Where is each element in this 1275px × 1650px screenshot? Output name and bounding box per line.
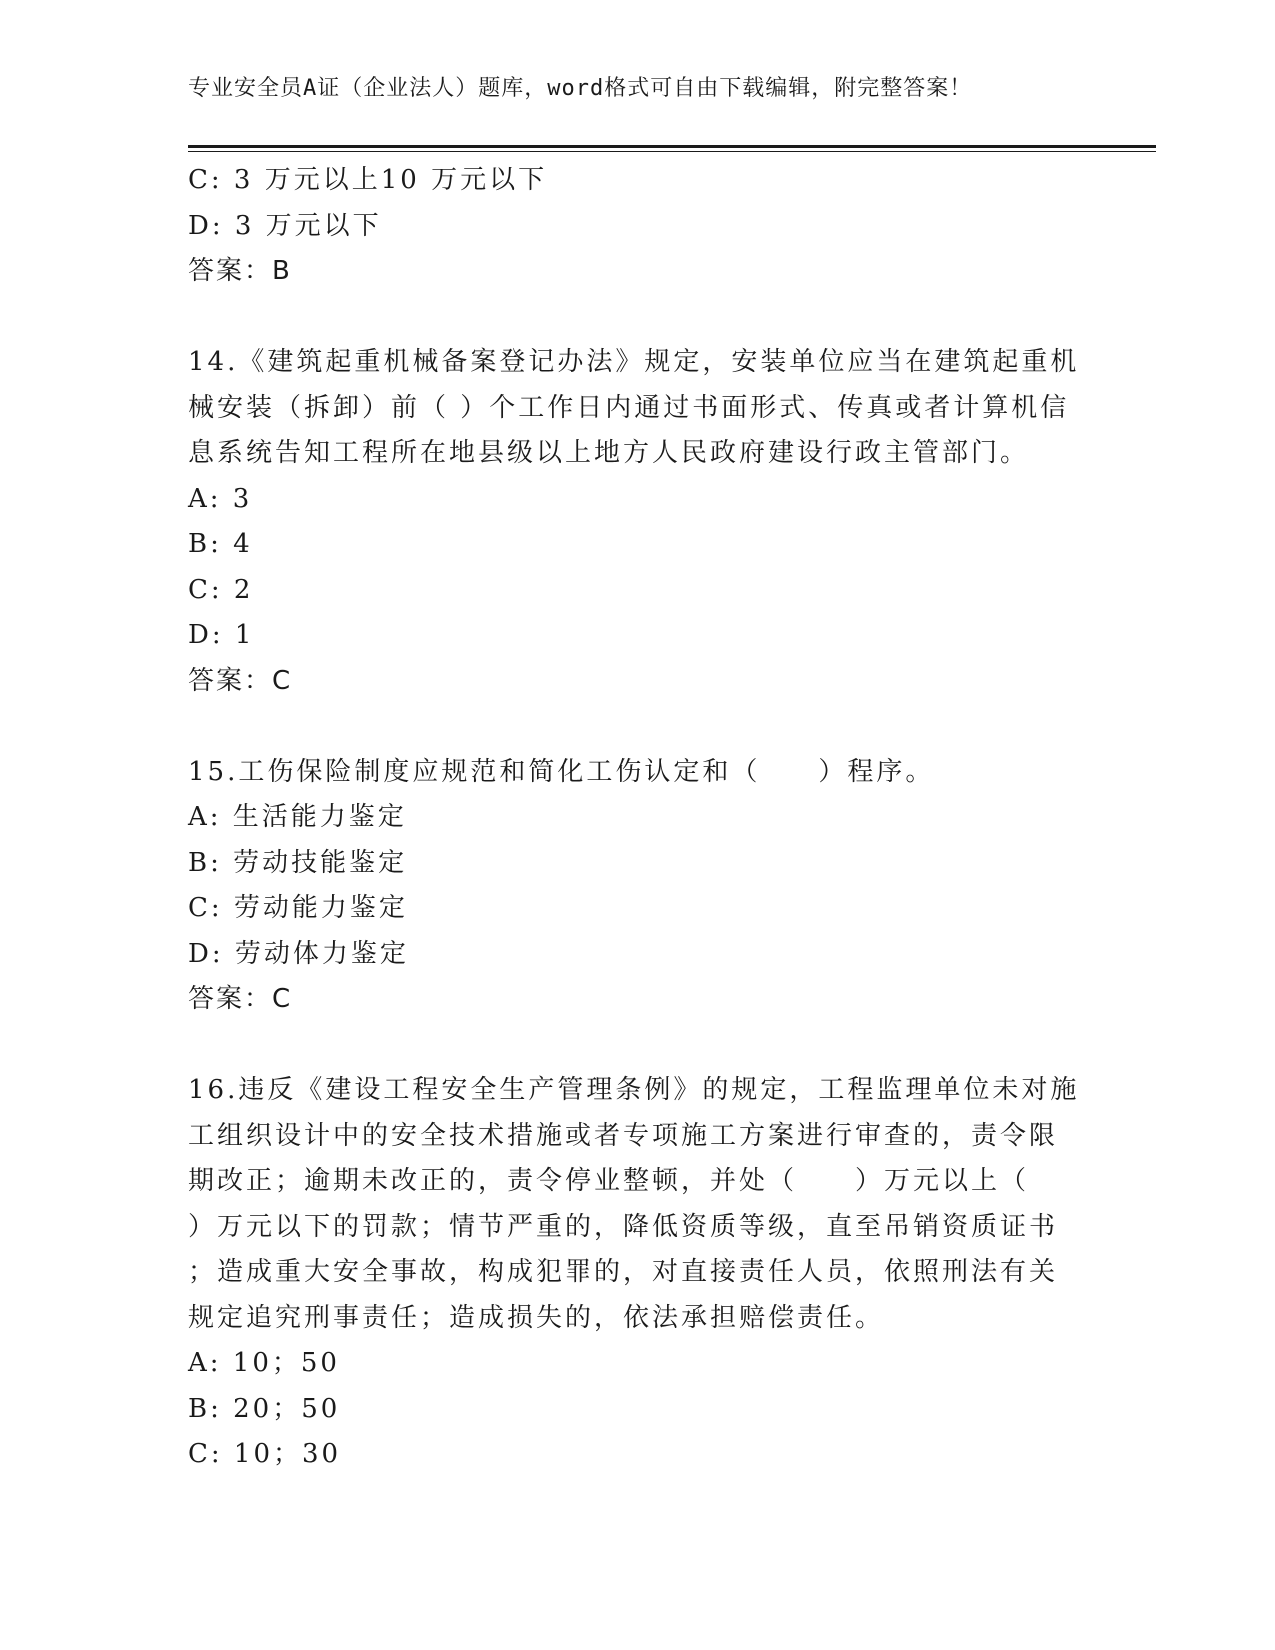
- question-stem-line: ）万元以下的罚款；情节严重的，降低资质等级，直至吊销资质证书: [188, 1211, 1059, 1242]
- question-stem-line: 规定追究刑事责任；造成损失的，依法承担赔偿责任。: [188, 1302, 885, 1333]
- question-13: [188, 158, 1088, 295]
- question-stem-line: 16.违反《建设工程安全生产管理条例》的规定，工程监理单位未对施: [188, 1075, 1080, 1105]
- option-a: A: 3: [188, 483, 253, 514]
- question-14: [188, 340, 1088, 704]
- question-stem-line: 工组织设计中的安全技术措施或者专项施工方案进行审查的，责令限: [188, 1120, 1059, 1151]
- header-rule-thin: [188, 151, 1156, 152]
- option-b: B: 劳动技能鉴定: [188, 847, 408, 878]
- question-stem-line: 期改正；逾期未改正的，责令停业整顿，并处（ ）万元以上（: [188, 1166, 1030, 1196]
- question-stem-line: ；造成重大安全事故，构成犯罪的，对直接责任人员，依照刑法有关: [188, 1257, 1059, 1287]
- option-c: C: 2: [188, 574, 254, 605]
- page-header: 专业安全员A证（企业法人）题库，word格式可自由下载编辑，附完整答案！: [188, 76, 973, 101]
- question-content: [188, 158, 1088, 1478]
- answer-line: 答案：B: [188, 256, 292, 286]
- option-d: D: 3 万元以下: [188, 210, 382, 241]
- option-d: D: 1: [188, 620, 255, 650]
- question-15: [188, 750, 1088, 1023]
- spacer: [188, 1023, 1088, 1069]
- option-c: C: 3 万元以上10 万元以下: [188, 165, 548, 195]
- question-stem-line: 械安装（拆卸）前（ ）个工作日内通过书面形式、传真或者计算机信: [188, 392, 1070, 423]
- option-b: B: 4: [188, 529, 253, 559]
- question-stem-line: 15.工伤保险制度应规范和简化工伤认定和（ ）程序。: [188, 756, 935, 787]
- spacer: [188, 704, 1088, 750]
- option-c: C: 10；30: [188, 1439, 342, 1469]
- option-a: A: 生活能力鉴定: [188, 802, 407, 832]
- spacer: [188, 295, 1088, 341]
- question-16: [188, 1068, 1088, 1478]
- header-rule: [188, 145, 1156, 148]
- option-b: B: 20；50: [188, 1393, 341, 1424]
- question-stem-line: 息系统告知工程所在地县级以上地方人民政府建设行政主管部门。: [188, 438, 1030, 468]
- answer-line: 答案：C: [188, 984, 293, 1014]
- question-stem-line: 14.《建筑起重机械备案登记办法》规定，安装单位应当在建筑起重机: [188, 347, 1080, 377]
- option-d: D: 劳动体力鉴定: [188, 938, 409, 969]
- option-c: C: 劳动能力鉴定: [188, 893, 408, 923]
- option-a: A: 10；50: [188, 1348, 340, 1378]
- answer-line: 答案：C: [188, 665, 293, 696]
